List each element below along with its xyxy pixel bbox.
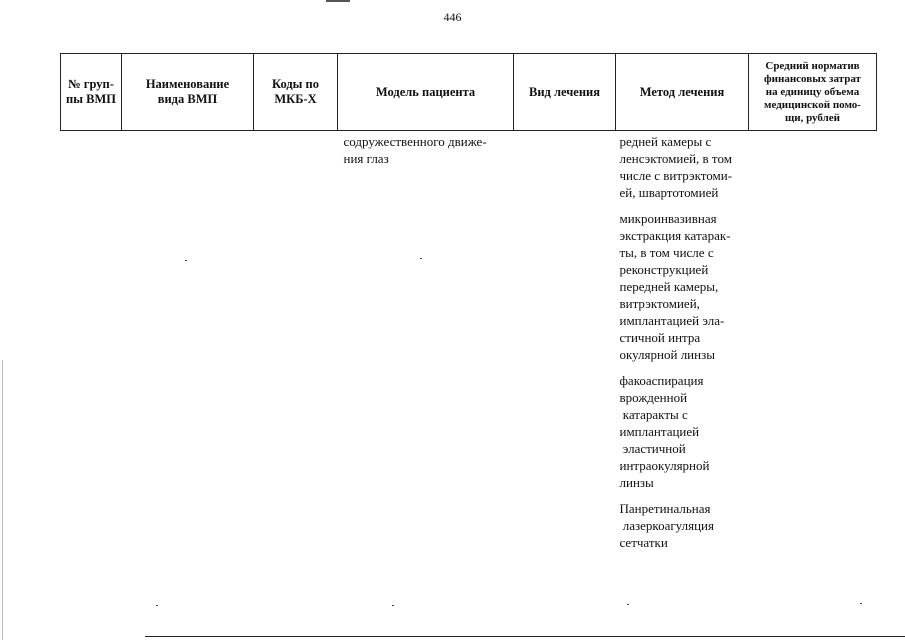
table-row — [61, 131, 877, 592]
cell-vmp-name — [122, 131, 254, 592]
cell-group-no — [61, 131, 122, 592]
header-icd-codes: Коды по МКБ-Х — [254, 54, 338, 131]
cell-icd-codes — [254, 131, 338, 592]
cell-avg-cost — [749, 131, 877, 592]
method-item: микроинвазивная экстракция катарак- ты, в том числе с реконструкцией передней камеры, витрэктомией, имплантацией эла- стичной интра окулярной линзы — [619, 211, 731, 362]
method-item: факоаспирация врожденной катаракты с имплантацией эластичной интраокулярной линзы — [619, 373, 710, 490]
scan-speck — [627, 604, 629, 605]
cell-treatment-method — [616, 131, 749, 592]
patient-model-text: содружественного движе- ния глаз — [343, 134, 487, 166]
header-avg-cost: Средний норматив финансовых затрат на единицу объема медицинской помо- щи, рублей — [749, 54, 877, 131]
page-number: 446 — [443, 10, 462, 24]
table-bottom-rule — [145, 636, 905, 637]
cell-treatment-type — [514, 131, 616, 592]
scan-speck — [860, 603, 862, 604]
header-treatment-method: Метод лечения — [616, 54, 749, 131]
table-header-row — [61, 54, 877, 131]
scan-speck — [156, 605, 158, 606]
scan-speck — [392, 605, 394, 606]
method-item: Панретинальная лазеркоагуляция сетчатки — [619, 501, 714, 550]
header-group-no: № груп- пы ВМП — [61, 54, 122, 131]
method-item: редней камеры с ленсэктомией, в том числе с витрэктоми- ей, швартотомией — [619, 134, 733, 200]
scan-speck — [185, 260, 187, 261]
header-vmp-name: Наименование вида ВМП — [122, 54, 254, 131]
scan-speck — [420, 258, 422, 259]
header-treatment-type: Вид лечения — [514, 54, 616, 131]
header-patient-model: Модель пациента — [338, 54, 514, 131]
scan-mark-top — [326, 0, 350, 2]
vmp-table — [60, 53, 877, 591]
scan-edge-line — [2, 360, 3, 640]
cell-patient-model — [338, 131, 514, 592]
